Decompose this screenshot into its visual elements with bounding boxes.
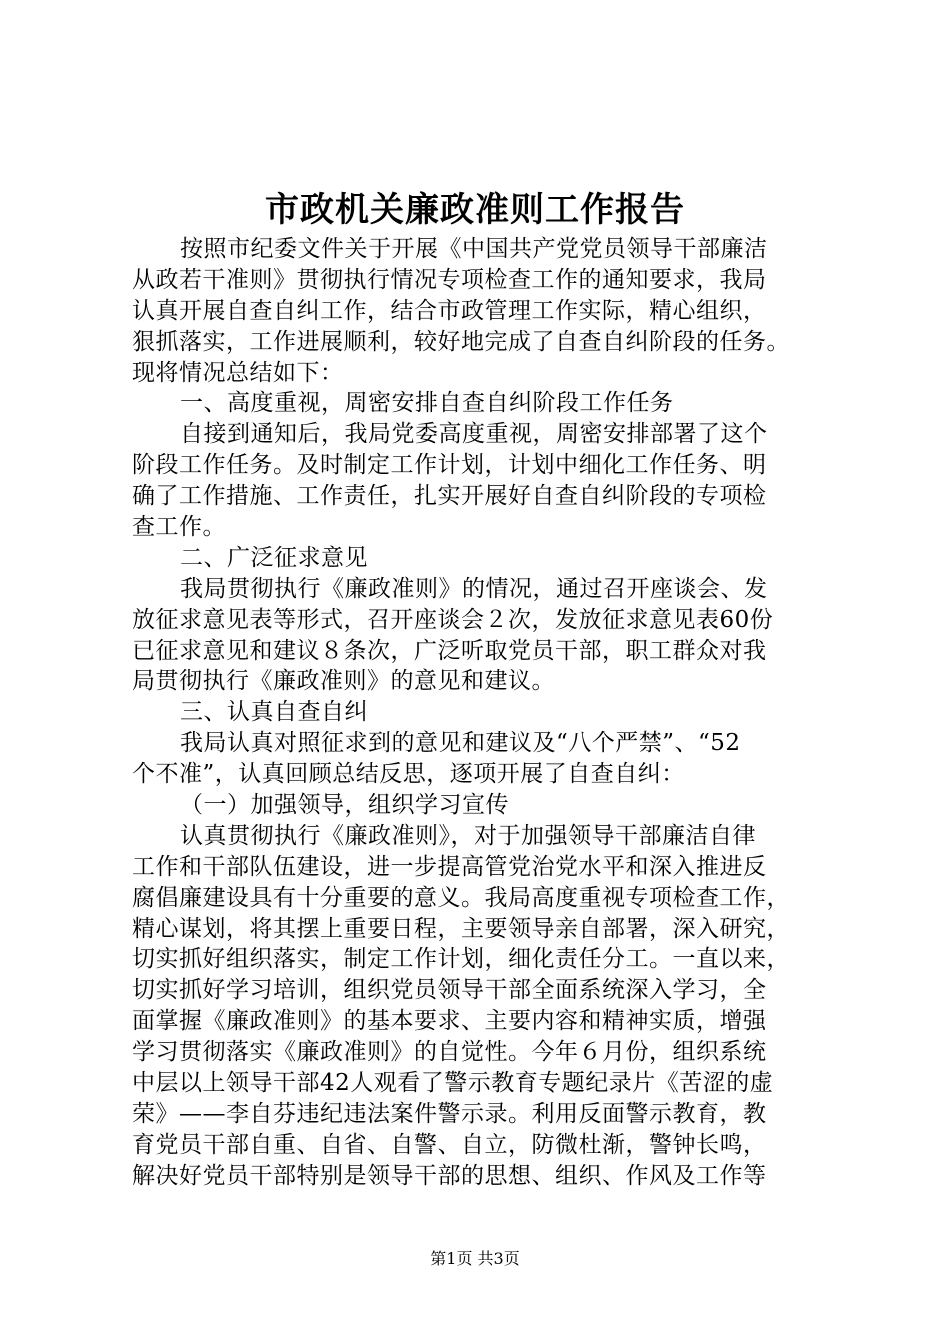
paragraph-line: 腐倡廉建设具有十分重要的意义。我局高度重视专项检查工作， — [132, 884, 790, 911]
paragraph-line: 现将情况总结如下： — [132, 359, 344, 386]
paragraph-line: 放征求意见表等形式，召开座谈会２次，发放征求意见表60份 — [132, 606, 774, 633]
paragraph-line: 学习贯彻落实《廉政准则》的自觉性。今年６月份，组织系统 — [132, 1039, 767, 1066]
paragraph-line: 狠抓落实，工作进展顺利，较好地完成了自查自纠阶段的任务。 — [132, 328, 790, 355]
paragraph-line: 查工作。 — [132, 514, 226, 541]
document-title: 市政机关廉政准则工作报告 — [265, 190, 685, 230]
paragraph-line: 局贯彻执行《廉政准则》的意见和建议。 — [132, 668, 555, 695]
subsection-heading: （一）加强领导，组织学习宣传 — [180, 792, 509, 819]
paragraph-line: 阶段工作任务。及时制定工作计划，计划中细化工作任务、明 — [132, 452, 767, 479]
paragraph-line: 我局贯彻执行《廉政准则》的情况，通过召开座谈会、发 — [180, 575, 768, 602]
paragraph-line: 认真开展自查自纠工作，结合市政管理工作实际，精心组织， — [132, 297, 767, 324]
paragraph-line: 中层以上领导干部42人观看了警示教育专题纪录片《苦涩的虚 — [132, 1070, 774, 1097]
document-body — [132, 234, 852, 1192]
section-heading: 一、高度重视，周密安排自查自纠阶段工作任务 — [180, 390, 674, 417]
paragraph-line: 自接到通知后，我局党委高度重视，周密安排部署了这个 — [180, 421, 768, 448]
paragraph-line: 解决好党员干部特别是领导干部的思想、组织、作风及工作等 — [132, 1162, 767, 1189]
paragraph-line: 荣》——李自芬违纪违法案件警示录。利用反面警示教育，教 — [132, 1100, 767, 1127]
paragraph-line: 已征求意见和建议８条次，广泛听取党员干部，职工群众对我 — [132, 637, 767, 664]
paragraph-line: 我局认真对照征求到的意见和建议及“八个严禁”、“52 — [180, 730, 741, 757]
paragraph-line: 面掌握《廉政准则》的基本要求、主要内容和精神实质，增强 — [132, 1008, 767, 1035]
paragraph-line: 从政若干准则》贯彻执行情况专项检查工作的通知要求，我局 — [132, 266, 767, 293]
paragraph-line: 工作和干部队伍建设，进一步提高管党治党水平和深入推进反 — [132, 853, 767, 880]
paragraph-line: 精心谋划，将其摆上重要日程，主要领导亲自部署，深入研究， — [132, 915, 790, 942]
paragraph-line: 切实抓好组织落实，制定工作计划，细化责任分工。一直以来， — [132, 946, 790, 973]
paragraph-line: 个不准”，认真回顾总结反思，逐项开展了自查自纠： — [132, 761, 685, 788]
paragraph-line: 确了工作措施、工作责任，扎实开展好自查自纠阶段的专项检 — [132, 483, 767, 510]
paragraph-line: 育党员干部自重、自省、自警、自立，防微杜渐，警钟长鸣， — [132, 1131, 767, 1158]
section-heading: 三、认真自查自纠 — [180, 699, 368, 726]
page-footer: 第1页 共3页 — [430, 1249, 520, 1268]
paragraph-line: 认真贯彻执行《廉政准则》，对于加强领导干部廉洁自律 — [180, 822, 756, 849]
section-heading: 二、广泛征求意见 — [180, 544, 368, 571]
paragraph-line: 切实抓好学习培训，组织党员领导干部全面系统深入学习，全 — [132, 977, 767, 1004]
paragraph-line: 按照市纪委文件关于开展《中国共产党党员领导干部廉洁 — [180, 236, 768, 262]
